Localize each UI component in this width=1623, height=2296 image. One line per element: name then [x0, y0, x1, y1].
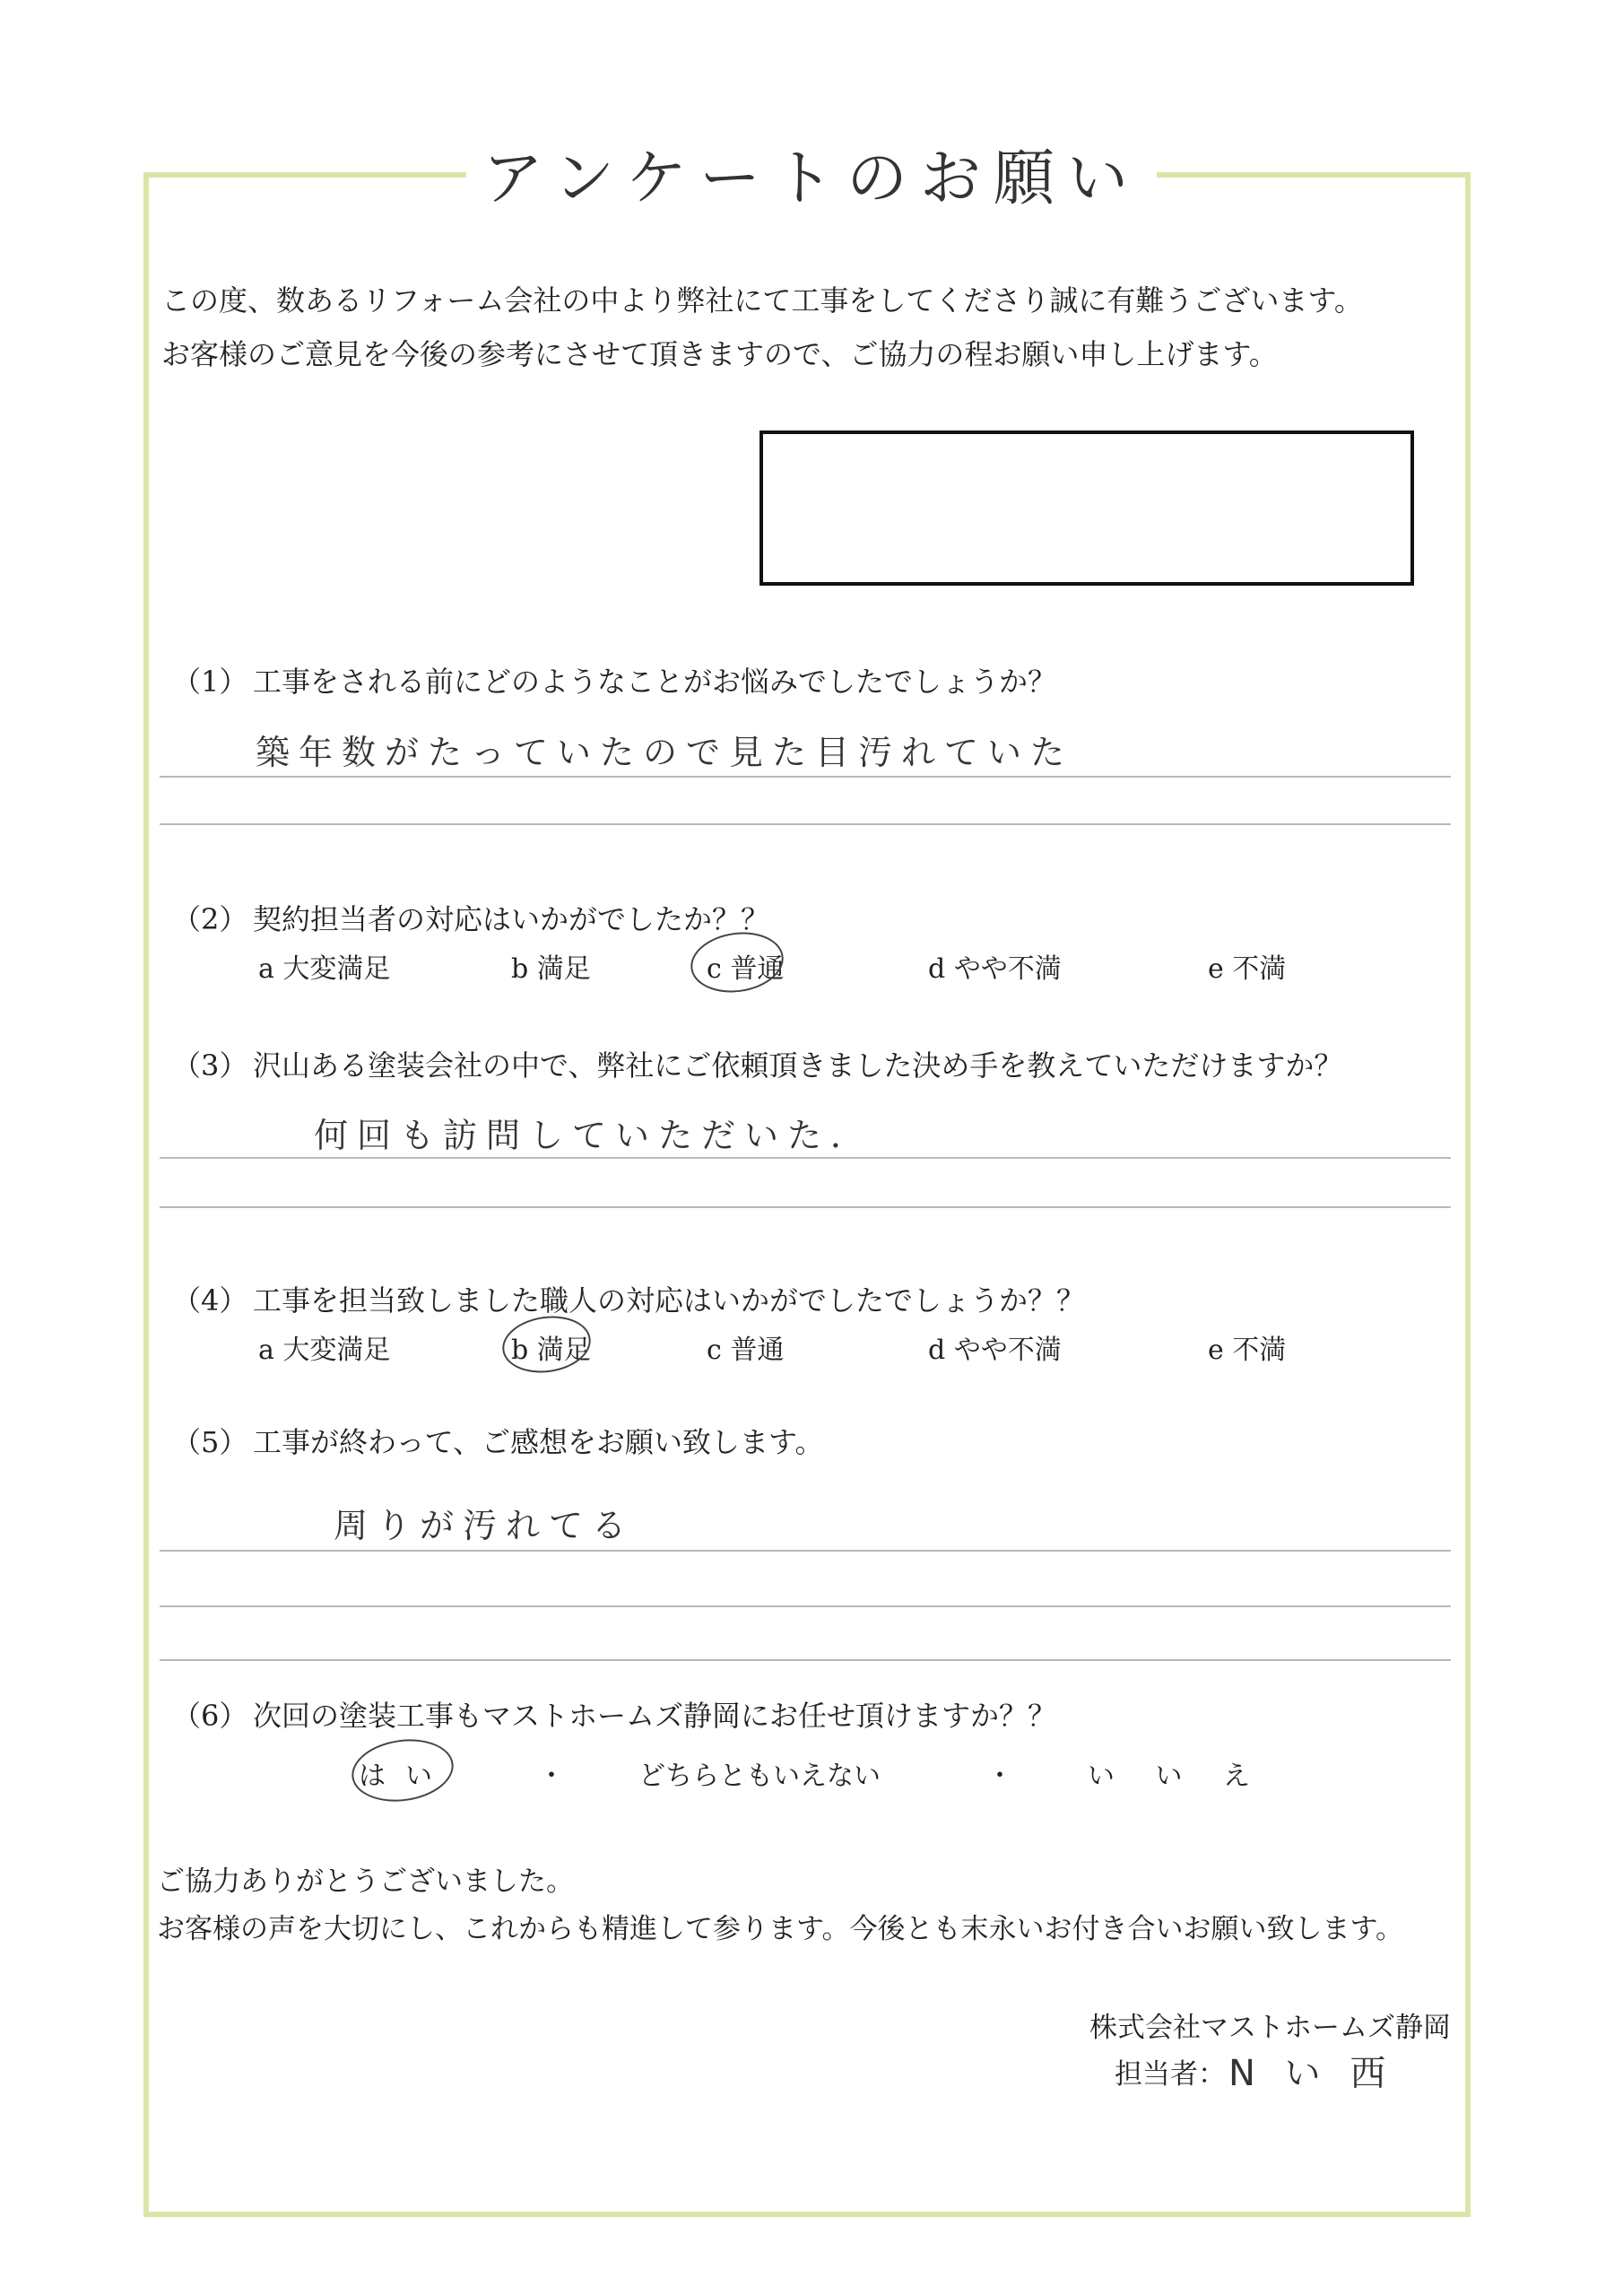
answer-3[interactable]: 何回も訪問していただいた．	[314, 1116, 874, 1155]
question-2	[172, 897, 769, 938]
question-2-number: （2）	[172, 902, 248, 936]
question-2-text: 契約担当者の対応はいかがでしたか？？	[253, 902, 770, 936]
q4-option-c[interactable]: c 普通	[707, 1335, 785, 1366]
answer-5-line-1	[160, 1550, 1451, 1552]
closing-line-1: ご協力ありがとうございました。	[157, 1866, 574, 1898]
question-4-text: 工事を担当致しました職人の対応はいかがでしたでしょうか？？	[253, 1283, 1086, 1318]
answer-3-line-2	[160, 1206, 1451, 1208]
q2-option-b[interactable]: b 満足	[511, 953, 591, 985]
page-title: アンケートのお願い	[466, 135, 1157, 224]
answer-5-line-3	[160, 1659, 1451, 1661]
question-3-text: 沢山ある塗装会社の中で、弊社にご依頼頂きました決め手を教えていただけますか？	[253, 1048, 1343, 1083]
question-5-text: 工事が終わって、ご感想をお願い致します。	[253, 1425, 824, 1459]
question-1-number: （1）	[172, 665, 248, 699]
staff-signature: N い 西	[1228, 2053, 1395, 2094]
question-4	[172, 1278, 1085, 1319]
q4-option-e[interactable]: e 不満	[1208, 1335, 1287, 1366]
intro-text	[161, 274, 1363, 381]
q2-option-d[interactable]: d やや不満	[928, 953, 1062, 985]
answer-1[interactable]: 築年数がたっていたので見た目汚れていた	[256, 733, 1074, 772]
question-6-number: （6）	[172, 1699, 248, 1733]
q2-option-c[interactable]: c 普通	[707, 953, 785, 985]
q6-option-yes[interactable]: はい	[359, 1761, 452, 1792]
answer-5[interactable]: 周りが汚れてる	[334, 1506, 636, 1545]
q6-option-no[interactable]: い い え	[1088, 1761, 1267, 1792]
question-6	[172, 1693, 1056, 1735]
q4-option-d[interactable]: d やや不満	[928, 1335, 1062, 1366]
answer-1-line-1	[160, 776, 1451, 778]
question-3-number: （3）	[172, 1048, 248, 1083]
question-6-text: 次回の塗装工事もマストホームズ静岡にお任せ頂けますか？？	[253, 1699, 1057, 1733]
question-5	[172, 1420, 823, 1461]
intro-line-2: お客様のご意見を今後の参考にさせて頂きますので、ご協力の程お願い申し上げます。	[161, 337, 1278, 371]
customer-name-box	[759, 430, 1414, 586]
answer-3-line-1	[160, 1157, 1451, 1159]
q4-option-b[interactable]: b 満足	[511, 1335, 591, 1366]
q6-separator-2: ・	[986, 1761, 1013, 1792]
answer-1-line-2	[160, 823, 1451, 825]
q2-option-e[interactable]: e 不満	[1208, 953, 1287, 985]
closing-line-2: お客様の声を大切にし、これからも精進して参ります。今後とも末永いお付き合いお願い致します。	[157, 1913, 1404, 1945]
question-1-text: 工事をされる前にどのようなことがお悩みでしたでしょうか？	[253, 665, 1057, 699]
company-name: 株式会社マストホームズ静岡	[1089, 2012, 1451, 2044]
question-3	[172, 1043, 1342, 1084]
question-4-number: （4）	[172, 1283, 248, 1318]
staff-label: 担当者：	[1115, 2058, 1226, 2091]
q6-option-neither[interactable]: どちらともいえない	[638, 1761, 881, 1792]
q4-option-a[interactable]: a 大変満足	[258, 1335, 391, 1366]
question-1	[172, 659, 1056, 700]
q2-option-a[interactable]: a 大変満足	[258, 953, 391, 985]
intro-line-1: この度、数あるリフォーム会社の中より弊社にて工事をしてくださり誠に有難うございます。	[161, 283, 1363, 317]
q6-separator-1: ・	[538, 1761, 565, 1792]
answer-5-line-2	[160, 1605, 1451, 1607]
question-5-number: （5）	[172, 1425, 248, 1459]
